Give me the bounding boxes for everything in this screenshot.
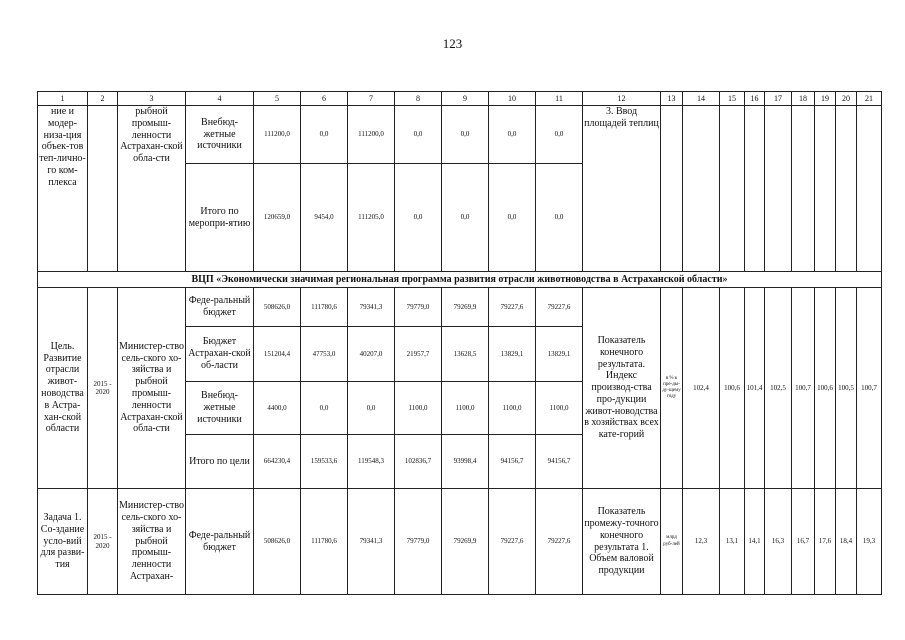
indicator-value: 102,4 xyxy=(683,288,720,489)
period-cell: 2015 - 2020 xyxy=(88,288,118,489)
value-cell: 0,0 xyxy=(489,164,536,272)
value-cell: 0,0 xyxy=(442,164,489,272)
indicator-value xyxy=(836,106,857,272)
header-cell: 21 xyxy=(857,92,882,106)
value-cell: 94156,7 xyxy=(536,435,583,489)
value-cell: 0,0 xyxy=(348,382,395,435)
indicator-value xyxy=(792,106,815,272)
goal-name-cell: Цель. Развитие отрасли живот-новодства в Астра-хан-ской области xyxy=(38,288,88,489)
value-cell: 13829,1 xyxy=(536,327,583,382)
header-cell: 19 xyxy=(815,92,836,106)
header-cell: 8 xyxy=(395,92,442,106)
value-cell: 151204,4 xyxy=(254,327,301,382)
value-cell: 47753,0 xyxy=(301,327,348,382)
indicator-value: 12,3 xyxy=(683,489,720,595)
value-cell: 13628,5 xyxy=(442,327,489,382)
value-cell: 79269,9 xyxy=(442,489,489,595)
value-cell: 0,0 xyxy=(395,106,442,164)
source-label: Феде-ральный бюджет xyxy=(186,288,254,327)
header-cell: 13 xyxy=(661,92,683,106)
indicator-value: 16,3 xyxy=(765,489,792,595)
indicator-value: 100,6 xyxy=(720,288,745,489)
value-cell: 13829,1 xyxy=(489,327,536,382)
indicator-value: 17,6 xyxy=(815,489,836,595)
section-title: ВЦП «Экономически значимая региональная программа развития отрасли животноводства в Астраханской области» xyxy=(38,272,882,288)
value-cell: 79341,3 xyxy=(348,288,395,327)
value-cell: 0,0 xyxy=(536,164,583,272)
header-cell: 18 xyxy=(792,92,815,106)
indicator-value xyxy=(745,106,765,272)
header-cell: 4 xyxy=(186,92,254,106)
value-cell: 79341,3 xyxy=(348,489,395,595)
indicator-value: 101,4 xyxy=(745,288,765,489)
header-cell: 11 xyxy=(536,92,583,106)
header-cell: 2 xyxy=(88,92,118,106)
value-cell: 1100,0 xyxy=(489,382,536,435)
indicator-value: 18,4 xyxy=(836,489,857,595)
header-cell: 15 xyxy=(720,92,745,106)
task-name-cell: Задача 1. Со-здание усло-вий для разви-тия xyxy=(38,489,88,595)
value-cell: 79227,6 xyxy=(489,288,536,327)
header-cell: 20 xyxy=(836,92,857,106)
value-cell: 93998,4 xyxy=(442,435,489,489)
value-cell: 79269,9 xyxy=(442,288,489,327)
value-cell: 9454,0 xyxy=(301,164,348,272)
budget-table xyxy=(37,91,882,595)
period-cell: 2015 - 2020 xyxy=(88,489,118,595)
value-cell: 120659,0 xyxy=(254,164,301,272)
value-cell: 79227,6 xyxy=(489,489,536,595)
value-cell: 111780,6 xyxy=(301,288,348,327)
value-cell: 664230,4 xyxy=(254,435,301,489)
value-cell: 79779,0 xyxy=(395,489,442,595)
value-cell: 79779,0 xyxy=(395,288,442,327)
indicator-cell: 3. Ввод площадей теплиц xyxy=(583,106,661,272)
value-cell: 1100,0 xyxy=(395,382,442,435)
value-cell: 508626,0 xyxy=(254,489,301,595)
source-label: Итого по меропри-ятию xyxy=(186,164,254,272)
header-cell: 1 xyxy=(38,92,88,106)
indicator-value xyxy=(765,106,792,272)
executor-cell: Министер-ство сель-ского хо-зяйства и рыбной промыш-ленности Астрахан-ской обла-сти xyxy=(118,288,186,489)
table-row xyxy=(38,106,882,164)
indicator-value xyxy=(857,106,882,272)
indicator-value: 102,5 xyxy=(765,288,792,489)
value-cell: 508626,0 xyxy=(254,288,301,327)
header-cell: 3 xyxy=(118,92,186,106)
value-cell: 159533,6 xyxy=(301,435,348,489)
value-cell: 79227,6 xyxy=(536,489,583,595)
indicator-cell: Показатель промежу-точного конечного результата 1. Объем валовой продукции xyxy=(583,489,661,595)
indicator-value xyxy=(720,106,745,272)
value-cell: 1100,0 xyxy=(442,382,489,435)
value-cell: 79227,6 xyxy=(536,288,583,327)
indicator-cell: Показатель конечного результата. Индекс производ-ства про-дукции живот-новодства в хозяйствах всех кате-горий xyxy=(583,288,661,489)
header-cell: 12 xyxy=(583,92,661,106)
indicator-value: 13,1 xyxy=(720,489,745,595)
table-row xyxy=(38,489,882,595)
value-cell: 1100,0 xyxy=(536,382,583,435)
value-cell: 0,0 xyxy=(536,106,583,164)
indicator-value xyxy=(815,106,836,272)
table-row xyxy=(38,288,882,327)
value-cell: 4400,0 xyxy=(254,382,301,435)
indicator-value: 14,1 xyxy=(745,489,765,595)
value-cell: 111780,6 xyxy=(301,489,348,595)
value-cell: 94156,7 xyxy=(489,435,536,489)
period-cell xyxy=(88,106,118,272)
source-label: Феде-ральный бюджет xyxy=(186,489,254,595)
value-cell: 0,0 xyxy=(395,164,442,272)
source-label: Итого по цели xyxy=(186,435,254,489)
unit-cell: млрд руб-лей xyxy=(661,489,683,595)
indicator-value xyxy=(683,106,720,272)
header-cell: 14 xyxy=(683,92,720,106)
value-cell: 119548,3 xyxy=(348,435,395,489)
unit-cell xyxy=(661,106,683,272)
value-cell: 0,0 xyxy=(301,382,348,435)
value-cell: 111200,0 xyxy=(348,106,395,164)
value-cell: 102836,7 xyxy=(395,435,442,489)
indicator-value: 100,7 xyxy=(792,288,815,489)
executor-cell: Министер-ство сель-ского хо-зяйства и рыбной промыш-ленности Астрахан- xyxy=(118,489,186,595)
value-cell: 0,0 xyxy=(489,106,536,164)
header-cell: 17 xyxy=(765,92,792,106)
value-cell: 0,0 xyxy=(301,106,348,164)
indicator-value: 16,7 xyxy=(792,489,815,595)
header-cell: 16 xyxy=(745,92,765,106)
indicator-value: 19,3 xyxy=(857,489,882,595)
value-cell: 21957,7 xyxy=(395,327,442,382)
header-cell: 9 xyxy=(442,92,489,106)
indicator-value: 100,7 xyxy=(857,288,882,489)
indicator-value: 100,5 xyxy=(836,288,857,489)
value-cell: 40207,0 xyxy=(348,327,395,382)
source-label: Бюджет Астрахан-ской об-ласти xyxy=(186,327,254,382)
header-cell: 5 xyxy=(254,92,301,106)
header-cell: 10 xyxy=(489,92,536,106)
executor-cell: рыбной промыш-ленности Астрахан-ской обла-сти xyxy=(118,106,186,272)
source-label: Внебюд-жетные источники xyxy=(186,382,254,435)
value-cell: 0,0 xyxy=(442,106,489,164)
source-label: Внебюд-жетные источники xyxy=(186,106,254,164)
indicator-value: 100,6 xyxy=(815,288,836,489)
page-number: 123 xyxy=(442,36,463,51)
header-row xyxy=(38,92,882,106)
header-cell: 6 xyxy=(301,92,348,106)
section-row xyxy=(38,272,882,288)
unit-cell: в % к пре-ды-ду-щему году xyxy=(661,288,683,489)
value-cell: 111200,0 xyxy=(254,106,301,164)
value-cell: 111205,0 xyxy=(348,164,395,272)
header-cell: 7 xyxy=(348,92,395,106)
measure-name-cell: ние и модер-низа-ция объек-тов теп-лично-го ком-плекса xyxy=(38,106,88,272)
